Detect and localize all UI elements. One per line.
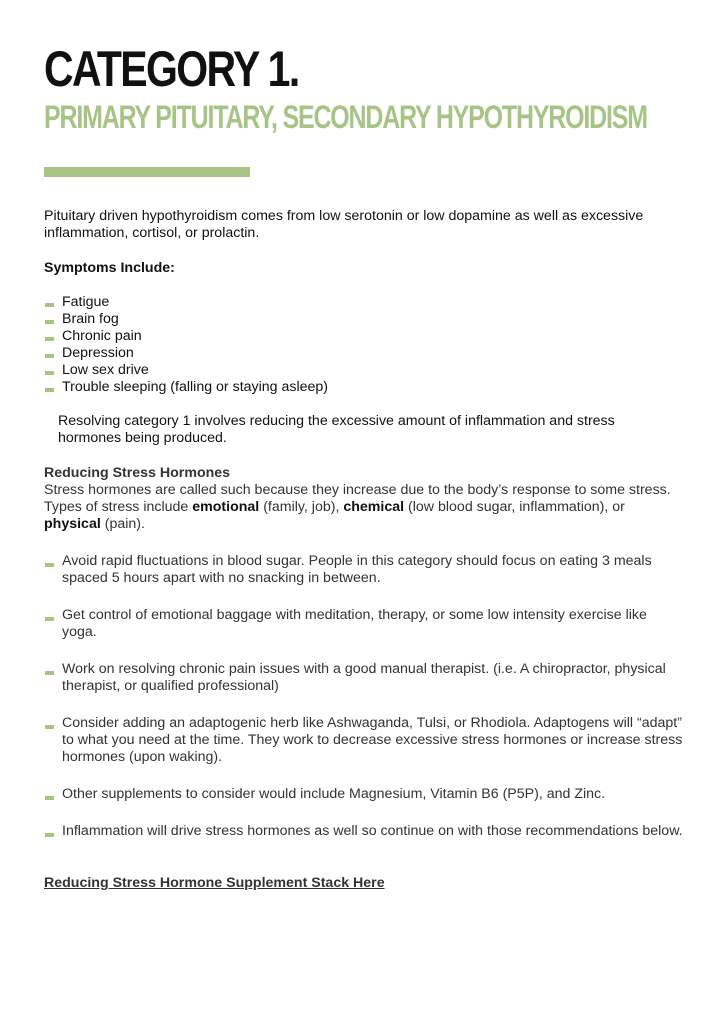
list-item (44, 786, 684, 803)
stress-text: (family, job), (259, 499, 344, 515)
stress-heading: Reducing Stress Hormones (44, 465, 231, 481)
bullet-dash-icon (45, 337, 54, 341)
tip-text: Get control of emotional baggage with meditation, therapy, or some low intensity exercise like yoga. (62, 607, 647, 640)
list-item (44, 379, 684, 396)
emphasis-chemical: chemical (343, 499, 405, 515)
emphasis-physical: physical (44, 516, 101, 532)
bullet-dash-icon (45, 563, 54, 567)
tip-text: Inflammation will drive stress hormones as well so continue on with those recommendations below. (62, 823, 683, 839)
symptom-text: Brain fog (62, 311, 119, 327)
list-item (44, 715, 684, 766)
tip-text: Other supplements to consider would include Magnesium, Vitamin B6 (P5P), and Zinc. (62, 786, 606, 802)
recommendations-list (44, 553, 684, 860)
list-item (44, 661, 684, 695)
list-item (44, 823, 684, 840)
resolving-paragraph: Resolving category 1 involves reducing the excessive amount of inflammation and stress hormones being produced. (58, 413, 615, 446)
tip-text: Work on resolving chronic pain issues with a good manual therapist. (i.e. A chiropractor, physical therapist, or qualified professional) (62, 661, 666, 694)
bullet-dash-icon (45, 354, 54, 358)
emphasis-emotional: emotional (192, 499, 260, 515)
stress-text: (low blood sugar, inflammation), or (404, 499, 625, 515)
bullet-dash-icon (45, 371, 54, 375)
page-subtitle: PRIMARY PITUITARY, SECONDARY HYPOTHYROIDISM (44, 99, 647, 135)
symptom-text: Chronic pain (62, 328, 142, 344)
stress-text: (pain). (100, 516, 145, 532)
bullet-dash-icon (45, 320, 54, 324)
bullet-dash-icon (45, 796, 54, 800)
bullet-dash-icon (45, 617, 54, 621)
list-item (44, 294, 684, 311)
list-item (44, 553, 684, 587)
bullet-dash-icon (45, 671, 54, 675)
bullet-dash-icon (45, 833, 54, 837)
accent-rule (44, 167, 250, 177)
bullet-dash-icon (45, 303, 54, 307)
bullet-dash-icon (45, 388, 54, 392)
symptom-text: Low sex drive (62, 362, 149, 378)
symptom-text: Trouble sleeping (falling or staying asleep) (62, 379, 329, 395)
symptom-text: Fatigue (62, 294, 110, 310)
list-item (44, 345, 684, 362)
supplement-stack-link[interactable]: Reducing Stress Hormone Supplement Stack Here (44, 875, 385, 891)
symptom-text: Depression (62, 345, 134, 361)
list-item (44, 607, 684, 641)
symptoms-list (44, 294, 684, 396)
symptoms-heading: Symptoms Include: (44, 260, 175, 276)
stress-paragraph (44, 482, 684, 533)
list-item (44, 311, 684, 328)
tip-text: Avoid rapid fluctuations in blood sugar. People in this category should focus on eating 3 meals spaced 5 hours apart with no snacking in between. (62, 553, 652, 586)
list-item (44, 362, 684, 379)
list-item (44, 328, 684, 345)
tip-text: Consider adding an adaptogenic herb like Ashwaganda, Tulsi, or Rhodiola. Adaptogens will “adapt” to what you need at the time. They work to decrease excessive stress hormones or increase stress hormones (upon waking). (62, 715, 683, 765)
page-title: CATEGORY 1. (44, 41, 299, 97)
bullet-dash-icon (45, 725, 54, 729)
intro-paragraph: Pituitary driven hypothyroidism comes from low serotonin or low dopamine as well as excessive inflammation, cortisol, or prolactin. (44, 208, 644, 241)
stress-text: Stress hormones are called such because they increase due to the body’s response to some stress. Types of stress include (44, 482, 671, 515)
